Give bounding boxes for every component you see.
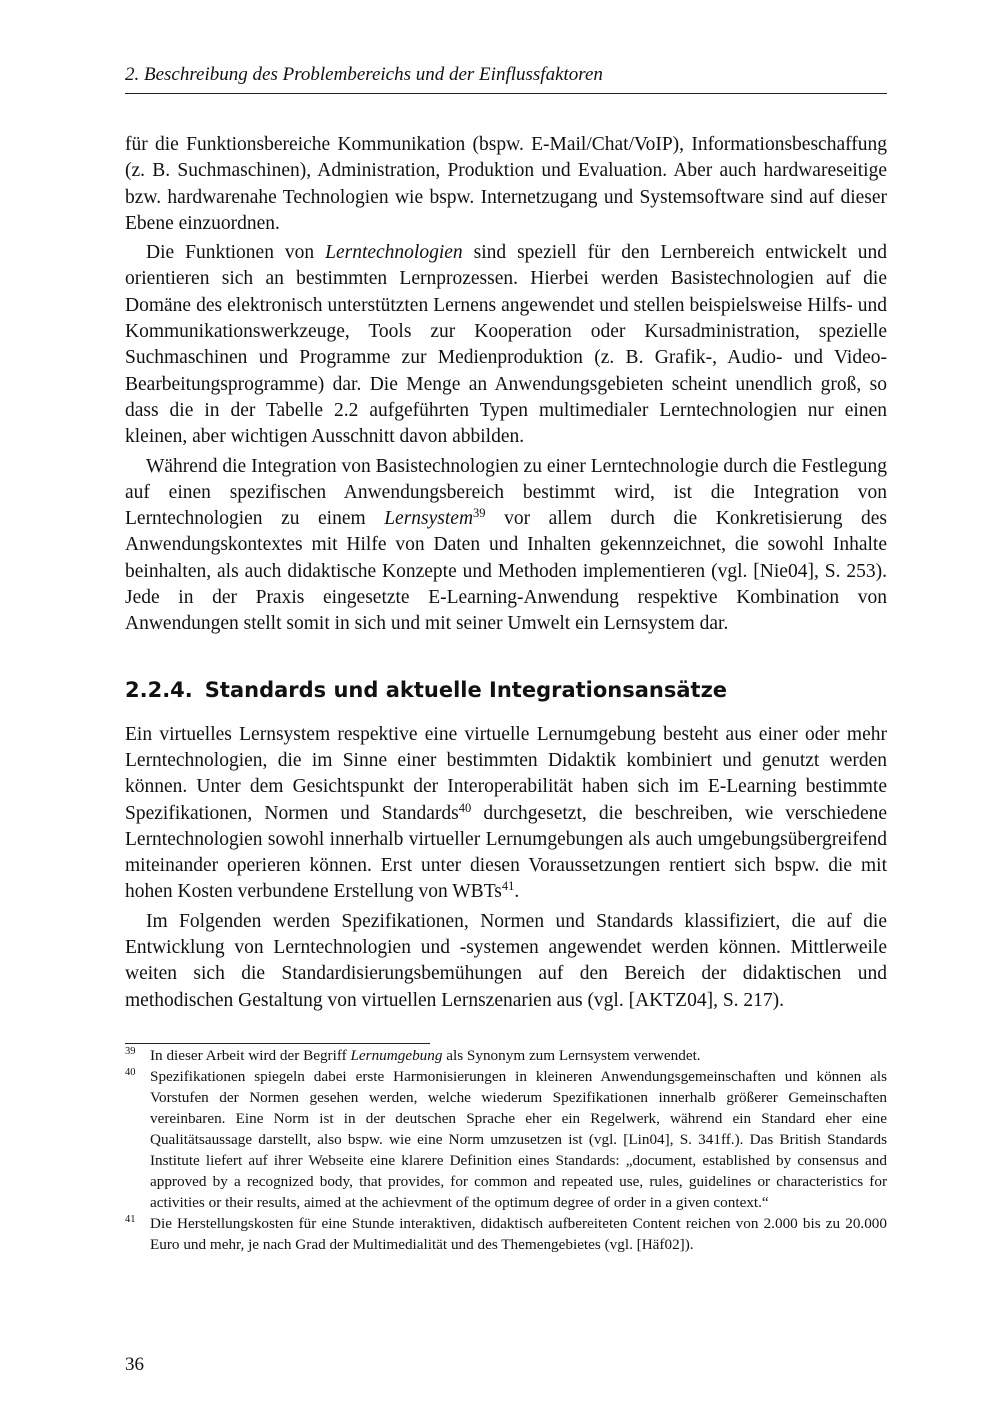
header-rule <box>125 93 887 94</box>
footnote-39-part-b: als Synonym zum Lernsystem verwendet. <box>442 1047 701 1064</box>
footnote-40 <box>125 1066 887 1213</box>
footnote-39 <box>125 1045 887 1066</box>
footnote-39-number: 39 <box>125 1046 136 1057</box>
section-title: Standards und aktuelle Integrationsansätze <box>204 677 728 702</box>
footnote-39-part-a: In dieser Arbeit wird der Begriff <box>150 1047 351 1064</box>
footnote-ref-41[interactable]: 41 <box>501 879 515 894</box>
running-header: 2. Beschreibung des Problembereichs und der Einflussfaktoren <box>125 64 603 85</box>
footnote-40-text: Spezifikationen spiegeln dabei erste Harmonisierungen in kleineren Anwendungsgemeinschaften und können als Vorstufen der Normen gesehen werden, welche wiederum Spezifikationen innerhalb größerer Gemeinschaften vereinbaren. Eine Norm ist in der deutschen Sprache eher ein Regelwerk, während ein Standard eher eine Qualitätsaussage darstellt, also bspw. wie eine Norm umzusetzen ist (vgl. [Lin04], S. 341ff.). Das British Standards Institute liefert auf ihrer Webseite eine klarere Definition eines Standards: „document, established by consensus and approved by a recognized body, that provides, for common and repeated use, rules, guidelines or characteristics for activities or their results, aimed at the achievment of the optimum degree of order in a given context.“ <box>150 1068 887 1211</box>
paragraph-3 <box>125 454 887 638</box>
paragraph-3-part-b: vor allem durch die Konkretisierung des Anwendungskontextes mit Hilfe von Daten und Inhalten gekennzeichnet, die sowohl Inhalte beinhalten, als auch didaktische Konzepte und Methoden implementieren (vgl. [Nie04], S. 253). Jede in der Praxis eingesetzte E-Learning-Anwendung respektive Kombination von Anwendungen stellt somit in sich und mit seiner Umwelt ein Lernsystem dar. <box>125 508 887 635</box>
footnote-rule <box>125 1043 430 1044</box>
body-text <box>125 132 887 1014</box>
paragraph-4-part-a: Ein virtuelles Lernsystem respektive eine virtuelle Lernumgebung besteht aus einer oder mehr Lerntechnologien, die im Sinne einer bestimmten Didaktik kombiniert und genutzt werden können. Unter dem Gesichtspunkt der Interoperabilität haben sich im E-Learning bestimmte Spezifikationen, Normen und Standards <box>125 723 887 824</box>
term-lernsystem: Lernsystem <box>384 508 474 530</box>
section-heading <box>125 676 887 704</box>
paragraph-5: Im Folgenden werden Spezifikationen, Normen und Standards klassifiziert, die auf die Entwicklung von Lerntechnologien und -systemen angewendet werden können. Mittlerweile weiten sich die Standardisierungsbemühungen auf den Bereich der didaktischen und methodischen Gestaltung von virtuellen Lernszenarien aus (vgl. [AKTZ04], S. 217). <box>125 910 887 1011</box>
paragraph-2-part-a: Die Funktionen von <box>146 242 326 264</box>
paragraph-4-part-b: durchgesetzt, die beschreiben, wie verschiedene Lerntechnologien sowohl innerhalb virtueller Lernumgebungen als auch umgebungsübergreifend miteinander operieren können. Erst unter diesen Voraussetzungen rentiert sich bspw. die mit hohen Kosten verbundene Erstellung von WBTs <box>125 802 887 903</box>
paragraph-2-part-b: sind speziell für den Lernbereich entwickelt und orientieren sich an bestimmten Lernprozessen. Hierbei werden Basistechnologien auf die Domäne des elektronisch unterstützten Lernens angewendet und stellen beispielsweise Hilfs- und Kommunikationswerkzeuge, Tools zur Kooperation oder Kursadministration, spezielle Suchmaschinen und Programme zur Medienproduktion (z. B. Grafik-, Audio- und Video-Bearbeitungsprogramme) dar. Die Menge an Anwendungsgebieten scheint unendlich groß, so dass die in der Tabelle 2.2 aufgeführten Typen multimedialer Lerntechnologien nur einen kleinen, aber wichtigen Ausschnitt davon abbilden. <box>125 242 887 448</box>
paragraph-4-part-c: . <box>514 881 520 903</box>
term-lernumgebung: Lernumgebung <box>350 1047 443 1064</box>
page-number: 36 <box>125 1354 144 1375</box>
footnote-41 <box>125 1213 887 1255</box>
paragraph-4 <box>125 722 887 906</box>
footnote-ref-40[interactable]: 40 <box>458 800 472 815</box>
footnotes <box>125 1045 887 1255</box>
footnote-41-text: Die Herstellungskosten für eine Stunde interaktiven, didaktisch aufbereiteten Content reichen von 2.000 bis zu 20.000 Euro und mehr, je nach Grad der Multimedialität und des Themengebietes (vgl. [Häf02]). <box>150 1215 887 1253</box>
paragraph-3-part-a: Während die Integration von Basistechnologien zu einer Lerntechnologie durch die Festlegung auf einen spezifischen Anwendungsbereich bestimmt wird, ist die Integration von Lerntechnologien zu einem <box>125 455 887 530</box>
footnote-41-number: 41 <box>125 1214 136 1225</box>
paragraph-2 <box>125 240 887 450</box>
term-lerntechnologien: Lerntechnologien <box>325 242 463 264</box>
footnote-ref-39[interactable]: 39 <box>473 506 486 521</box>
section-number: 2.2.4. <box>125 677 193 702</box>
paragraph-1: für die Funktionsbereiche Kommunikation (bspw. E-Mail/Chat/VoIP), Informationsbeschaffung (z. B. Suchmaschinen), Administration, Produktion und Evaluation. Aber auch hardwareseitige bzw. hardwarenahe Technologien wie bspw. Internetzugang und Systemsoftware sind auf dieser Ebene einzuordnen. <box>125 134 887 234</box>
footnote-40-number: 40 <box>125 1067 136 1078</box>
